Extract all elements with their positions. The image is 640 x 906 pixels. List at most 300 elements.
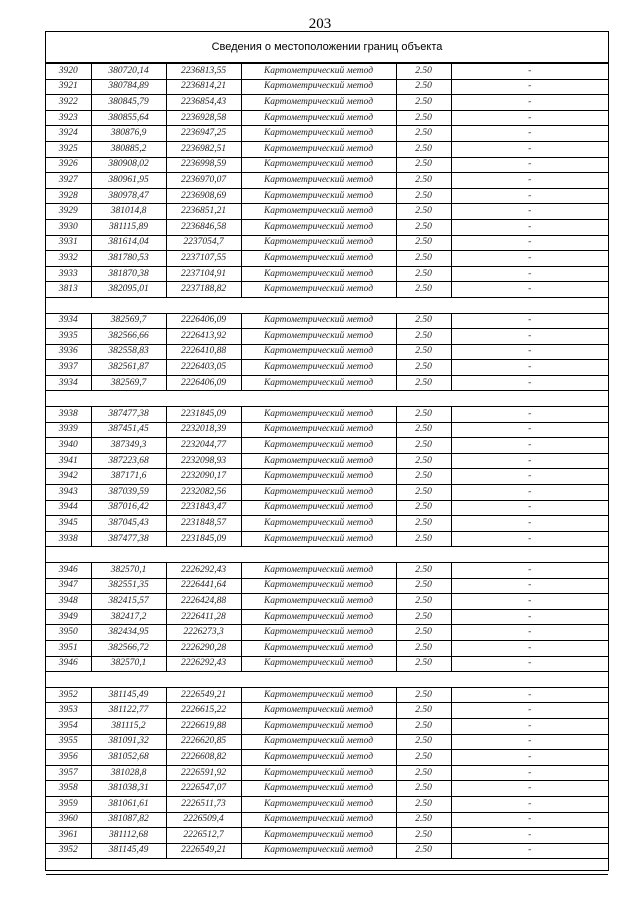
coordinate-y-cell: 2226406,09 bbox=[166, 313, 241, 329]
method-cell: Картометрический метод bbox=[241, 516, 396, 532]
coordinate-y-cell: 2226620,85 bbox=[166, 734, 241, 750]
method-cell: Картометрический метод bbox=[241, 469, 396, 485]
point-number-cell: 3956 bbox=[46, 750, 91, 766]
coordinate-y-cell: 2236814,21 bbox=[166, 79, 241, 95]
note-cell: - bbox=[451, 235, 608, 251]
method-cell: Картометрический метод bbox=[241, 251, 396, 267]
note-cell: - bbox=[451, 578, 608, 594]
coordinate-x-cell: 382566,66 bbox=[91, 329, 166, 345]
point-number-cell: 3959 bbox=[46, 796, 91, 812]
coordinate-x-cell: 382561,87 bbox=[91, 360, 166, 376]
coordinate-y-cell: 2226591,92 bbox=[166, 765, 241, 781]
point-number-cell: 3951 bbox=[46, 640, 91, 656]
point-number-cell: 3940 bbox=[46, 438, 91, 454]
coordinate-x-cell: 387171,6 bbox=[91, 469, 166, 485]
note-cell: - bbox=[451, 188, 608, 204]
accuracy-cell: 2.50 bbox=[396, 360, 451, 376]
coordinate-x-cell: 381115,2 bbox=[91, 718, 166, 734]
coordinate-x-cell: 381052,68 bbox=[91, 750, 166, 766]
coordinate-x-cell: 381087,82 bbox=[91, 812, 166, 828]
method-cell: Картометрический метод bbox=[241, 422, 396, 438]
method-cell: Картометрический метод bbox=[241, 687, 396, 703]
coordinate-y-cell: 2236982,51 bbox=[166, 141, 241, 157]
note-cell: - bbox=[451, 656, 608, 672]
accuracy-cell: 2.50 bbox=[396, 563, 451, 579]
coordinate-y-cell: 2226403,05 bbox=[166, 360, 241, 376]
table-row bbox=[46, 687, 608, 703]
method-cell: Картометрический метод bbox=[241, 485, 396, 501]
point-number-cell: 3932 bbox=[46, 251, 91, 267]
point-number-cell: 3927 bbox=[46, 173, 91, 189]
method-cell: Картометрический метод bbox=[241, 656, 396, 672]
coordinate-x-cell: 381122,77 bbox=[91, 703, 166, 719]
point-number-cell: 3920 bbox=[46, 64, 91, 80]
accuracy-cell: 2.50 bbox=[396, 469, 451, 485]
note-cell: - bbox=[451, 173, 608, 189]
point-number-cell: 3948 bbox=[46, 594, 91, 610]
accuracy-cell: 2.50 bbox=[396, 95, 451, 111]
coordinate-x-cell: 382569,7 bbox=[91, 313, 166, 329]
note-cell: - bbox=[451, 79, 608, 95]
accuracy-cell: 2.50 bbox=[396, 422, 451, 438]
coordinate-x-cell: 381145,49 bbox=[91, 687, 166, 703]
point-number-cell: 3925 bbox=[46, 141, 91, 157]
method-cell: Картометрический метод bbox=[241, 282, 396, 298]
accuracy-cell: 2.50 bbox=[396, 828, 451, 844]
coordinate-x-cell: 381091,32 bbox=[91, 734, 166, 750]
coordinate-x-cell: 381061,61 bbox=[91, 796, 166, 812]
table-row bbox=[46, 313, 608, 329]
point-number-cell: 3930 bbox=[46, 219, 91, 235]
method-cell: Картометрический метод bbox=[241, 126, 396, 142]
table-row bbox=[46, 765, 608, 781]
coordinate-x-cell: 381145,49 bbox=[91, 843, 166, 859]
accuracy-cell: 2.50 bbox=[396, 251, 451, 267]
method-cell: Картометрический метод bbox=[241, 157, 396, 173]
point-number-cell: 3936 bbox=[46, 344, 91, 360]
note-cell: - bbox=[451, 313, 608, 329]
accuracy-cell: 2.50 bbox=[396, 438, 451, 454]
point-number-cell: 3928 bbox=[46, 188, 91, 204]
table-row bbox=[46, 781, 608, 797]
note-cell: - bbox=[451, 407, 608, 423]
method-cell: Картометрический метод bbox=[241, 734, 396, 750]
note-cell: - bbox=[451, 204, 608, 220]
coordinate-x-cell: 382566,72 bbox=[91, 640, 166, 656]
table-row bbox=[46, 79, 608, 95]
section-separator-row bbox=[46, 547, 608, 563]
method-cell: Картометрический метод bbox=[241, 765, 396, 781]
coordinate-x-cell: 380961,95 bbox=[91, 173, 166, 189]
note-cell: - bbox=[451, 282, 608, 298]
coordinate-x-cell: 387451,45 bbox=[91, 422, 166, 438]
coordinate-y-cell: 2226512,7 bbox=[166, 828, 241, 844]
point-number-cell: 3954 bbox=[46, 718, 91, 734]
method-cell: Картометрический метод bbox=[241, 625, 396, 641]
accuracy-cell: 2.50 bbox=[396, 578, 451, 594]
table-row bbox=[46, 594, 608, 610]
separator-cell bbox=[46, 672, 608, 688]
accuracy-cell: 2.50 bbox=[396, 750, 451, 766]
coordinate-y-cell: 2236970,07 bbox=[166, 173, 241, 189]
coordinate-y-cell: 2236813,55 bbox=[166, 64, 241, 80]
point-number-cell: 3960 bbox=[46, 812, 91, 828]
table-heading: Сведения о местоположении границ объекта bbox=[46, 32, 608, 63]
accuracy-cell: 2.50 bbox=[396, 703, 451, 719]
section-separator-row bbox=[46, 297, 608, 313]
coordinate-x-cell: 381614,04 bbox=[91, 235, 166, 251]
method-cell: Картометрический метод bbox=[241, 329, 396, 345]
point-number-cell: 3937 bbox=[46, 360, 91, 376]
note-cell: - bbox=[451, 718, 608, 734]
coordinate-y-cell: 2232044,77 bbox=[166, 438, 241, 454]
note-cell: - bbox=[451, 781, 608, 797]
note-cell: - bbox=[451, 796, 608, 812]
method-cell: Картометрический метод bbox=[241, 594, 396, 610]
coordinate-y-cell: 2231845,09 bbox=[166, 531, 241, 547]
point-number-cell: 3926 bbox=[46, 157, 91, 173]
coordinate-y-cell: 2226292,43 bbox=[166, 563, 241, 579]
coordinate-x-cell: 380855,64 bbox=[91, 110, 166, 126]
point-number-cell: 3957 bbox=[46, 765, 91, 781]
method-cell: Картометрический метод bbox=[241, 703, 396, 719]
accuracy-cell: 2.50 bbox=[396, 329, 451, 345]
coordinate-y-cell: 2237107,55 bbox=[166, 251, 241, 267]
coordinate-y-cell: 2232090,17 bbox=[166, 469, 241, 485]
accuracy-cell: 2.50 bbox=[396, 734, 451, 750]
coordinate-y-cell: 2236846,58 bbox=[166, 219, 241, 235]
table-row bbox=[46, 438, 608, 454]
table-row bbox=[46, 95, 608, 111]
note-cell: - bbox=[451, 251, 608, 267]
table-row bbox=[46, 282, 608, 298]
coordinate-y-cell: 2236998,59 bbox=[166, 157, 241, 173]
method-cell: Картометрический метод bbox=[241, 843, 396, 859]
note-cell: - bbox=[451, 126, 608, 142]
coordinate-x-cell: 387016,42 bbox=[91, 500, 166, 516]
note-cell: - bbox=[451, 64, 608, 80]
method-cell: Картометрический метод bbox=[241, 750, 396, 766]
note-cell: - bbox=[451, 266, 608, 282]
coordinate-y-cell: 2226619,88 bbox=[166, 718, 241, 734]
method-cell: Картометрический метод bbox=[241, 173, 396, 189]
point-number-cell: 3946 bbox=[46, 563, 91, 579]
method-cell: Картометрический метод bbox=[241, 219, 396, 235]
note-cell: - bbox=[451, 687, 608, 703]
coordinate-x-cell: 382417,2 bbox=[91, 609, 166, 625]
note-cell: - bbox=[451, 95, 608, 111]
coordinate-x-cell: 381014,8 bbox=[91, 204, 166, 220]
method-cell: Картометрический метод bbox=[241, 188, 396, 204]
method-cell: Картометрический метод bbox=[241, 578, 396, 594]
table-row bbox=[46, 500, 608, 516]
coordinate-y-cell: 2226413,92 bbox=[166, 329, 241, 345]
table-row bbox=[46, 531, 608, 547]
accuracy-cell: 2.50 bbox=[396, 110, 451, 126]
coordinate-x-cell: 382415,57 bbox=[91, 594, 166, 610]
accuracy-cell: 2.50 bbox=[396, 375, 451, 391]
coordinate-y-cell: 2231843,47 bbox=[166, 500, 241, 516]
method-cell: Картометрический метод bbox=[241, 95, 396, 111]
method-cell: Картометрический метод bbox=[241, 828, 396, 844]
coordinate-x-cell: 387349,3 bbox=[91, 438, 166, 454]
coordinate-x-cell: 380720,14 bbox=[91, 64, 166, 80]
table-row bbox=[46, 235, 608, 251]
note-cell: - bbox=[451, 812, 608, 828]
note-cell: - bbox=[451, 625, 608, 641]
accuracy-cell: 2.50 bbox=[396, 313, 451, 329]
accuracy-cell: 2.50 bbox=[396, 594, 451, 610]
point-number-cell: 3929 bbox=[46, 204, 91, 220]
point-number-cell: 3950 bbox=[46, 625, 91, 641]
accuracy-cell: 2.50 bbox=[396, 625, 451, 641]
method-cell: Картометрический метод bbox=[241, 438, 396, 454]
table-row bbox=[46, 110, 608, 126]
coordinate-x-cell: 387477,38 bbox=[91, 531, 166, 547]
note-cell: - bbox=[451, 157, 608, 173]
table-row bbox=[46, 640, 608, 656]
coordinate-y-cell: 2237188,82 bbox=[166, 282, 241, 298]
coordinate-x-cell: 380908,02 bbox=[91, 157, 166, 173]
accuracy-cell: 2.50 bbox=[396, 235, 451, 251]
coordinate-y-cell: 2231845,09 bbox=[166, 407, 241, 423]
accuracy-cell: 2.50 bbox=[396, 718, 451, 734]
section-separator-row bbox=[46, 391, 608, 407]
coordinate-y-cell: 2226290,28 bbox=[166, 640, 241, 656]
coordinate-y-cell: 2237054,7 bbox=[166, 235, 241, 251]
separator-cell bbox=[46, 859, 608, 875]
table-row bbox=[46, 126, 608, 142]
note-cell: - bbox=[451, 141, 608, 157]
point-number-cell: 3813 bbox=[46, 282, 91, 298]
point-number-cell: 3952 bbox=[46, 843, 91, 859]
table-row bbox=[46, 360, 608, 376]
table-row bbox=[46, 734, 608, 750]
point-number-cell: 3923 bbox=[46, 110, 91, 126]
section-separator-row bbox=[46, 672, 608, 688]
coordinate-x-cell: 381112,68 bbox=[91, 828, 166, 844]
table-row bbox=[46, 703, 608, 719]
method-cell: Картометрический метод bbox=[241, 812, 396, 828]
point-number-cell: 3961 bbox=[46, 828, 91, 844]
accuracy-cell: 2.50 bbox=[396, 781, 451, 797]
method-cell: Картометрический метод bbox=[241, 344, 396, 360]
note-cell: - bbox=[451, 344, 608, 360]
method-cell: Картометрический метод bbox=[241, 640, 396, 656]
page-number: 203 bbox=[308, 16, 332, 32]
point-number-cell: 3944 bbox=[46, 500, 91, 516]
coordinate-y-cell: 2226509,4 bbox=[166, 812, 241, 828]
accuracy-cell: 2.50 bbox=[396, 344, 451, 360]
method-cell: Картометрический метод bbox=[241, 266, 396, 282]
point-number-cell: 3931 bbox=[46, 235, 91, 251]
point-number-cell: 3934 bbox=[46, 313, 91, 329]
note-cell: - bbox=[451, 531, 608, 547]
table-row bbox=[46, 344, 608, 360]
note-cell: - bbox=[451, 750, 608, 766]
method-cell: Картометрический метод bbox=[241, 313, 396, 329]
point-number-cell: 3958 bbox=[46, 781, 91, 797]
table-row bbox=[46, 407, 608, 423]
method-cell: Картометрический метод bbox=[241, 796, 396, 812]
note-cell: - bbox=[451, 438, 608, 454]
point-number-cell: 3945 bbox=[46, 516, 91, 532]
point-number-cell: 3935 bbox=[46, 329, 91, 345]
note-cell: - bbox=[451, 609, 608, 625]
point-number-cell: 3949 bbox=[46, 609, 91, 625]
point-number-cell: 3938 bbox=[46, 531, 91, 547]
point-number-cell: 3943 bbox=[46, 485, 91, 501]
accuracy-cell: 2.50 bbox=[396, 640, 451, 656]
table-row bbox=[46, 812, 608, 828]
table-row bbox=[46, 563, 608, 579]
method-cell: Картометрический метод bbox=[241, 375, 396, 391]
section-separator-row bbox=[46, 859, 608, 875]
accuracy-cell: 2.50 bbox=[396, 500, 451, 516]
note-cell: - bbox=[451, 828, 608, 844]
coordinate-y-cell: 2236854,43 bbox=[166, 95, 241, 111]
method-cell: Картометрический метод bbox=[241, 79, 396, 95]
coordinates-table-body bbox=[46, 64, 608, 875]
separator-cell bbox=[46, 297, 608, 313]
point-number-cell: 3922 bbox=[46, 95, 91, 111]
coordinate-x-cell: 380784,89 bbox=[91, 79, 166, 95]
point-number-cell: 3924 bbox=[46, 126, 91, 142]
coordinate-x-cell: 387039,59 bbox=[91, 485, 166, 501]
table-row bbox=[46, 141, 608, 157]
coordinate-y-cell: 2226410,88 bbox=[166, 344, 241, 360]
coordinate-y-cell: 2226615,22 bbox=[166, 703, 241, 719]
coordinate-y-cell: 2232018,39 bbox=[166, 422, 241, 438]
note-cell: - bbox=[451, 110, 608, 126]
accuracy-cell: 2.50 bbox=[396, 188, 451, 204]
coordinate-x-cell: 387045,43 bbox=[91, 516, 166, 532]
note-cell: - bbox=[451, 500, 608, 516]
coordinate-y-cell: 2226511,73 bbox=[166, 796, 241, 812]
note-cell: - bbox=[451, 453, 608, 469]
method-cell: Картометрический метод bbox=[241, 407, 396, 423]
coordinate-y-cell: 2232082,56 bbox=[166, 485, 241, 501]
table-row bbox=[46, 828, 608, 844]
coordinate-y-cell: 2232098,93 bbox=[166, 453, 241, 469]
coordinate-y-cell: 2226549,21 bbox=[166, 687, 241, 703]
note-cell: - bbox=[451, 485, 608, 501]
point-number-cell: 3934 bbox=[46, 375, 91, 391]
table-row bbox=[46, 625, 608, 641]
coordinate-x-cell: 382569,7 bbox=[91, 375, 166, 391]
coordinate-y-cell: 2226424,88 bbox=[166, 594, 241, 610]
note-cell: - bbox=[451, 765, 608, 781]
separator-cell bbox=[46, 391, 608, 407]
coordinate-y-cell: 2226441,64 bbox=[166, 578, 241, 594]
point-number-cell: 3933 bbox=[46, 266, 91, 282]
coordinate-y-cell: 2226608,82 bbox=[166, 750, 241, 766]
separator-cell bbox=[46, 547, 608, 563]
table-row bbox=[46, 219, 608, 235]
table-row bbox=[46, 266, 608, 282]
coordinate-y-cell: 2226547,07 bbox=[166, 781, 241, 797]
accuracy-cell: 2.50 bbox=[396, 266, 451, 282]
coordinate-x-cell: 380845,79 bbox=[91, 95, 166, 111]
point-number-cell: 3938 bbox=[46, 407, 91, 423]
method-cell: Картометрический метод bbox=[241, 110, 396, 126]
coordinate-x-cell: 387223,68 bbox=[91, 453, 166, 469]
method-cell: Картометрический метод bbox=[241, 718, 396, 734]
coordinate-x-cell: 380876,9 bbox=[91, 126, 166, 142]
accuracy-cell: 2.50 bbox=[396, 609, 451, 625]
note-cell: - bbox=[451, 843, 608, 859]
table-row bbox=[46, 157, 608, 173]
table-row bbox=[46, 188, 608, 204]
point-number-cell: 3947 bbox=[46, 578, 91, 594]
coordinate-y-cell: 2231848,57 bbox=[166, 516, 241, 532]
coordinate-y-cell: 2236947,25 bbox=[166, 126, 241, 142]
coordinate-x-cell: 382095,01 bbox=[91, 282, 166, 298]
method-cell: Картометрический метод bbox=[241, 500, 396, 516]
table-row bbox=[46, 204, 608, 220]
coordinate-x-cell: 380978,47 bbox=[91, 188, 166, 204]
point-number-cell: 3941 bbox=[46, 453, 91, 469]
accuracy-cell: 2.50 bbox=[396, 453, 451, 469]
accuracy-cell: 2.50 bbox=[396, 407, 451, 423]
point-number-cell: 3952 bbox=[46, 687, 91, 703]
coordinate-y-cell: 2236851,21 bbox=[166, 204, 241, 220]
method-cell: Картометрический метод bbox=[241, 235, 396, 251]
table-row bbox=[46, 485, 608, 501]
table-row bbox=[46, 578, 608, 594]
point-number-cell: 3953 bbox=[46, 703, 91, 719]
accuracy-cell: 2.50 bbox=[396, 843, 451, 859]
table-row bbox=[46, 516, 608, 532]
accuracy-cell: 2.50 bbox=[396, 687, 451, 703]
note-cell: - bbox=[451, 469, 608, 485]
accuracy-cell: 2.50 bbox=[396, 126, 451, 142]
note-cell: - bbox=[451, 703, 608, 719]
note-cell: - bbox=[451, 422, 608, 438]
method-cell: Картометрический метод bbox=[241, 64, 396, 80]
coordinates-table bbox=[46, 63, 608, 875]
accuracy-cell: 2.50 bbox=[396, 282, 451, 298]
method-cell: Картометрический метод bbox=[241, 204, 396, 220]
coordinate-y-cell: 2226406,09 bbox=[166, 375, 241, 391]
table-row bbox=[46, 251, 608, 267]
table-row bbox=[46, 453, 608, 469]
method-cell: Картометрический метод bbox=[241, 563, 396, 579]
method-cell: Картометрический метод bbox=[241, 531, 396, 547]
accuracy-cell: 2.50 bbox=[396, 79, 451, 95]
table-row bbox=[46, 609, 608, 625]
method-cell: Картометрический метод bbox=[241, 141, 396, 157]
point-number-cell: 3955 bbox=[46, 734, 91, 750]
accuracy-cell: 2.50 bbox=[396, 141, 451, 157]
accuracy-cell: 2.50 bbox=[396, 157, 451, 173]
accuracy-cell: 2.50 bbox=[396, 516, 451, 532]
boundary-table-frame bbox=[45, 31, 609, 871]
coordinate-y-cell: 2226292,43 bbox=[166, 656, 241, 672]
note-cell: - bbox=[451, 375, 608, 391]
method-cell: Картометрический метод bbox=[241, 781, 396, 797]
coordinate-y-cell: 2226411,28 bbox=[166, 609, 241, 625]
table-row bbox=[46, 843, 608, 859]
table-row bbox=[46, 750, 608, 766]
coordinate-y-cell: 2226549,21 bbox=[166, 843, 241, 859]
table-row bbox=[46, 422, 608, 438]
note-cell: - bbox=[451, 329, 608, 345]
accuracy-cell: 2.50 bbox=[396, 656, 451, 672]
note-cell: - bbox=[451, 640, 608, 656]
coordinate-y-cell: 2226273,3 bbox=[166, 625, 241, 641]
table-row bbox=[46, 329, 608, 345]
